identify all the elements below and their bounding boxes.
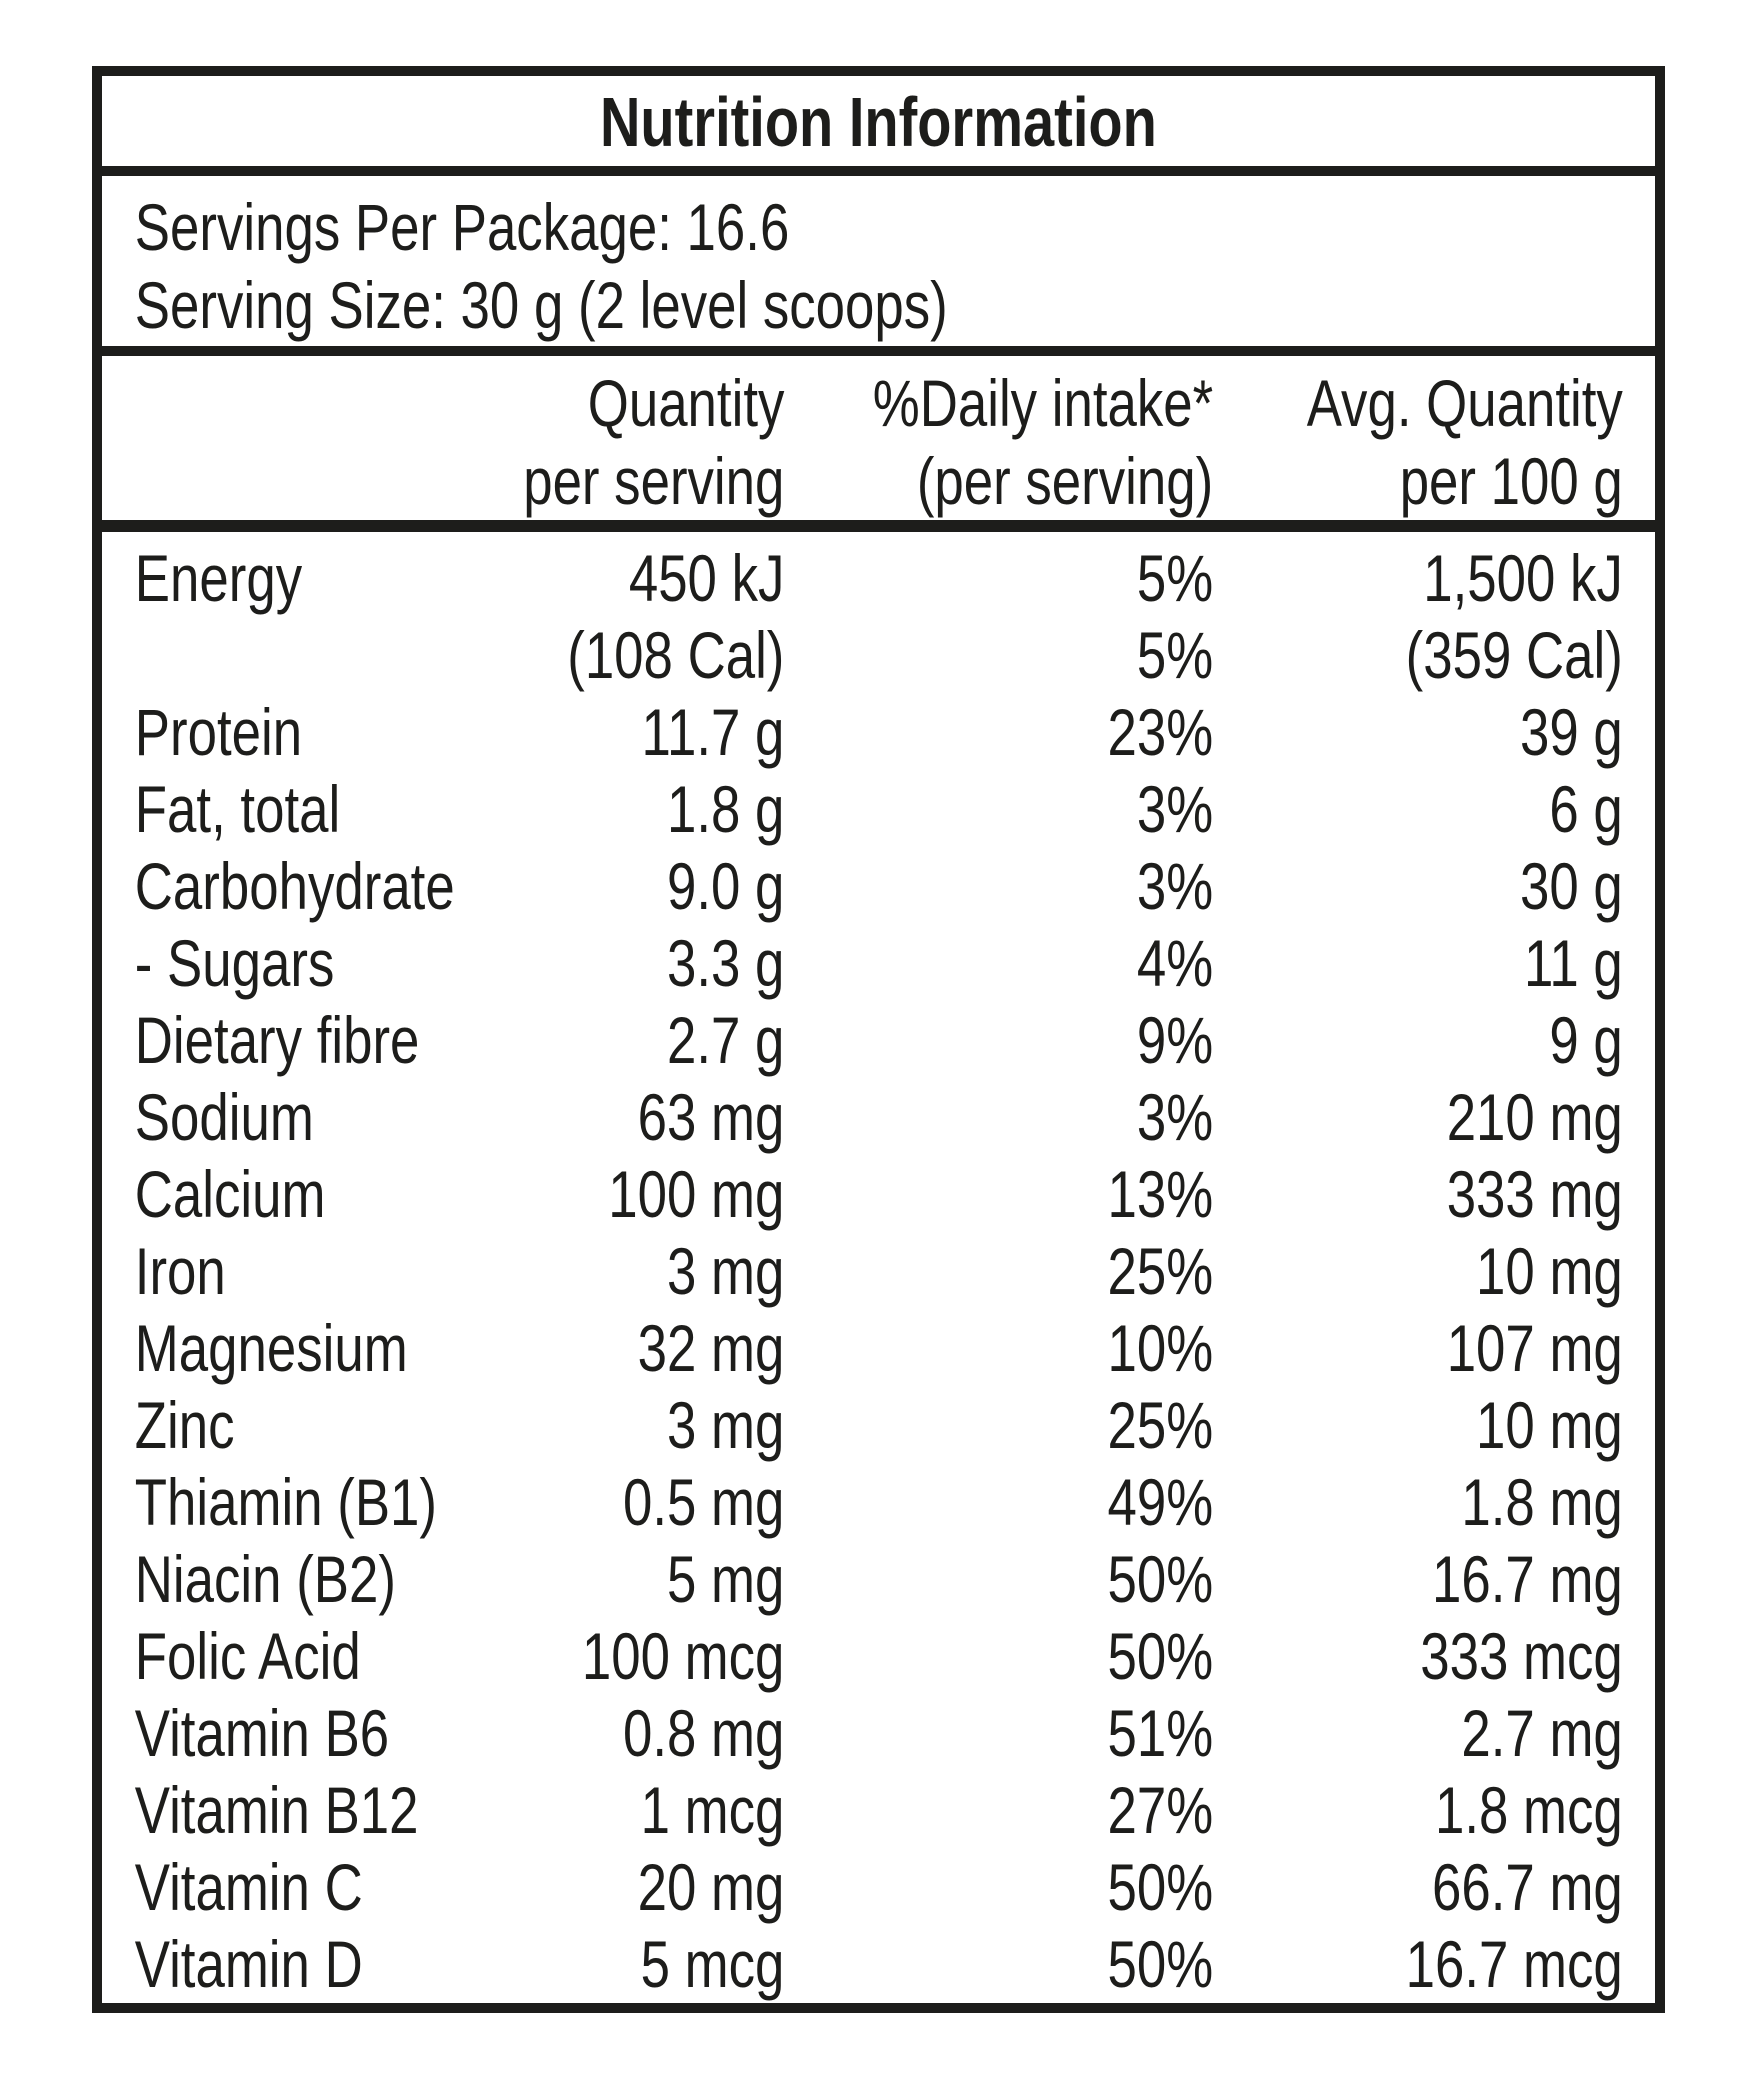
row-avg-per-100g: 210 mg xyxy=(1446,1080,1623,1154)
row-avg-per-100g: 6 g xyxy=(1549,772,1623,846)
row-qty-per-serving: 1.8 g xyxy=(666,772,785,846)
row-avg-per-100g: 16.7 mg xyxy=(1432,1542,1623,1616)
row-daily-intake: 51% xyxy=(1107,1696,1214,1770)
row-label: Vitamin B6 xyxy=(134,1696,390,1770)
row-avg-per-100g: 2.7 mg xyxy=(1461,1696,1623,1770)
row-qty-per-serving: 2.7 g xyxy=(666,1003,785,1077)
row-label: Energy xyxy=(134,541,303,615)
row-avg-per-100g: 11 g xyxy=(1523,926,1623,1000)
table-row xyxy=(102,1849,1655,1926)
table-row xyxy=(102,771,1655,848)
row-avg-per-100g: 10 mg xyxy=(1476,1388,1623,1462)
header-cell-daily-intake-line2: (per serving) xyxy=(916,444,1214,518)
row-avg-per-100g: 39 g xyxy=(1520,695,1623,769)
row-avg-per-100g: (359 Cal) xyxy=(1405,618,1623,692)
row-qty-per-serving: 100 mcg xyxy=(581,1619,785,1693)
page-title: Nutrition Information xyxy=(599,83,1157,161)
row-avg-per-100g: 333 mcg xyxy=(1420,1619,1623,1693)
header-cell-quantity-line2: per serving xyxy=(523,444,785,518)
table-row xyxy=(102,848,1655,925)
row-daily-intake: 13% xyxy=(1107,1157,1214,1231)
nutrient-rows-section xyxy=(102,532,1655,2003)
row-label: Sodium xyxy=(134,1080,314,1154)
row-daily-intake: 3% xyxy=(1136,772,1214,846)
table-row xyxy=(102,1002,1655,1079)
row-qty-per-serving: 5 mcg xyxy=(640,1927,785,2001)
row-daily-intake: 50% xyxy=(1107,1542,1214,1616)
row-daily-intake: 25% xyxy=(1107,1388,1214,1462)
row-avg-per-100g: 1.8 mcg xyxy=(1434,1773,1623,1847)
servings-section xyxy=(102,176,1655,346)
row-qty-per-serving: 0.5 mg xyxy=(622,1465,785,1539)
row-daily-intake: 5% xyxy=(1136,618,1214,692)
header-cell-quantity-line1: Quantity xyxy=(587,366,785,440)
row-qty-per-serving: 3.3 g xyxy=(666,926,785,1000)
row-label: - Sugars xyxy=(134,926,335,1000)
table-row xyxy=(102,1772,1655,1849)
row-label: Protein xyxy=(134,695,303,769)
table-row xyxy=(102,1156,1655,1233)
row-label: Vitamin C xyxy=(134,1850,363,1924)
row-label: Thiamin (B1) xyxy=(134,1465,438,1539)
row-qty-per-serving: 32 mg xyxy=(637,1311,785,1385)
row-avg-per-100g: 333 mg xyxy=(1446,1157,1623,1231)
divider-under-header xyxy=(102,520,1655,532)
row-daily-intake: 4% xyxy=(1136,926,1214,1000)
row-daily-intake: 9% xyxy=(1136,1003,1214,1077)
table-row xyxy=(102,540,1655,617)
row-avg-per-100g: 30 g xyxy=(1520,849,1623,923)
table-row xyxy=(102,1541,1655,1618)
row-avg-per-100g: 9 g xyxy=(1549,1003,1623,1077)
row-daily-intake: 25% xyxy=(1107,1234,1214,1308)
row-label: Iron xyxy=(134,1234,226,1308)
row-label: Niacin (B2) xyxy=(134,1542,396,1616)
serving-size: Serving Size: 30 g (2 level scoops) xyxy=(134,268,948,342)
row-label: Vitamin D xyxy=(134,1927,363,2001)
table-row xyxy=(102,1618,1655,1695)
row-label: Folic Acid xyxy=(134,1619,361,1693)
row-daily-intake: 23% xyxy=(1107,695,1214,769)
table-row xyxy=(102,1387,1655,1464)
row-label: Magnesium xyxy=(134,1311,408,1385)
row-avg-per-100g: 16.7 mcg xyxy=(1405,1927,1623,2001)
table-row xyxy=(102,1464,1655,1541)
row-qty-per-serving: (108 Cal) xyxy=(567,618,785,692)
row-qty-per-serving: 100 mg xyxy=(608,1157,785,1231)
table-row xyxy=(102,1310,1655,1387)
table-row xyxy=(102,1233,1655,1310)
row-daily-intake: 27% xyxy=(1107,1773,1214,1847)
row-avg-per-100g: 10 mg xyxy=(1476,1234,1623,1308)
row-qty-per-serving: 5 mg xyxy=(667,1542,785,1616)
row-qty-per-serving: 63 mg xyxy=(637,1080,785,1154)
nutrition-panel xyxy=(92,66,1665,2013)
table-row xyxy=(102,1079,1655,1156)
row-daily-intake: 3% xyxy=(1136,849,1214,923)
table-row xyxy=(102,694,1655,771)
row-daily-intake: 50% xyxy=(1107,1619,1214,1693)
servings-per-package: Servings Per Package: 16.6 xyxy=(134,190,790,264)
row-daily-intake: 5% xyxy=(1136,541,1214,615)
panel-title-band xyxy=(102,76,1655,166)
row-avg-per-100g: 1,500 kJ xyxy=(1423,541,1623,615)
table-row xyxy=(102,1926,1655,2003)
row-label: Zinc xyxy=(134,1388,235,1462)
table-row xyxy=(102,617,1655,694)
row-daily-intake: 50% xyxy=(1107,1850,1214,1924)
header-cell-avg-quantity-line2: per 100 g xyxy=(1399,444,1623,518)
divider-under-servings xyxy=(102,346,1655,356)
row-avg-per-100g: 1.8 mg xyxy=(1461,1465,1623,1539)
row-daily-intake: 10% xyxy=(1107,1311,1214,1385)
row-qty-per-serving: 1 mcg xyxy=(640,1773,785,1847)
header-cell-avg-quantity-line1: Avg. Quantity xyxy=(1306,366,1623,440)
header-cell-label-line1 xyxy=(102,364,486,442)
row-daily-intake: 50% xyxy=(1107,1927,1214,2001)
row-qty-per-serving: 0.8 mg xyxy=(622,1696,785,1770)
row-qty-per-serving: 20 mg xyxy=(637,1850,785,1924)
table-header xyxy=(102,356,1655,520)
row-qty-per-serving: 3 mg xyxy=(667,1234,785,1308)
row-qty-per-serving: 11.7 g xyxy=(641,695,785,769)
header-cell-daily-intake-line1: %Daily intake* xyxy=(872,366,1214,440)
table-row xyxy=(102,1695,1655,1772)
row-daily-intake: 3% xyxy=(1136,1080,1214,1154)
rows xyxy=(102,540,1655,2003)
row-avg-per-100g: 107 mg xyxy=(1446,1311,1623,1385)
row-label: Vitamin B12 xyxy=(134,1773,419,1847)
row-qty-per-serving: 9.0 g xyxy=(666,849,785,923)
row-daily-intake: 49% xyxy=(1107,1465,1214,1539)
row-label: Fat, total xyxy=(134,772,341,846)
row-label: Calcium xyxy=(134,1157,326,1231)
header-cell-label-line2 xyxy=(102,442,486,520)
row-avg-per-100g: 66.7 mg xyxy=(1432,1850,1623,1924)
row-label: Carbohydrate xyxy=(134,849,455,923)
row-label: Dietary fibre xyxy=(134,1003,420,1077)
row-label xyxy=(102,617,486,694)
row-qty-per-serving: 3 mg xyxy=(667,1388,785,1462)
table-row xyxy=(102,925,1655,1002)
row-qty-per-serving: 450 kJ xyxy=(628,541,785,615)
